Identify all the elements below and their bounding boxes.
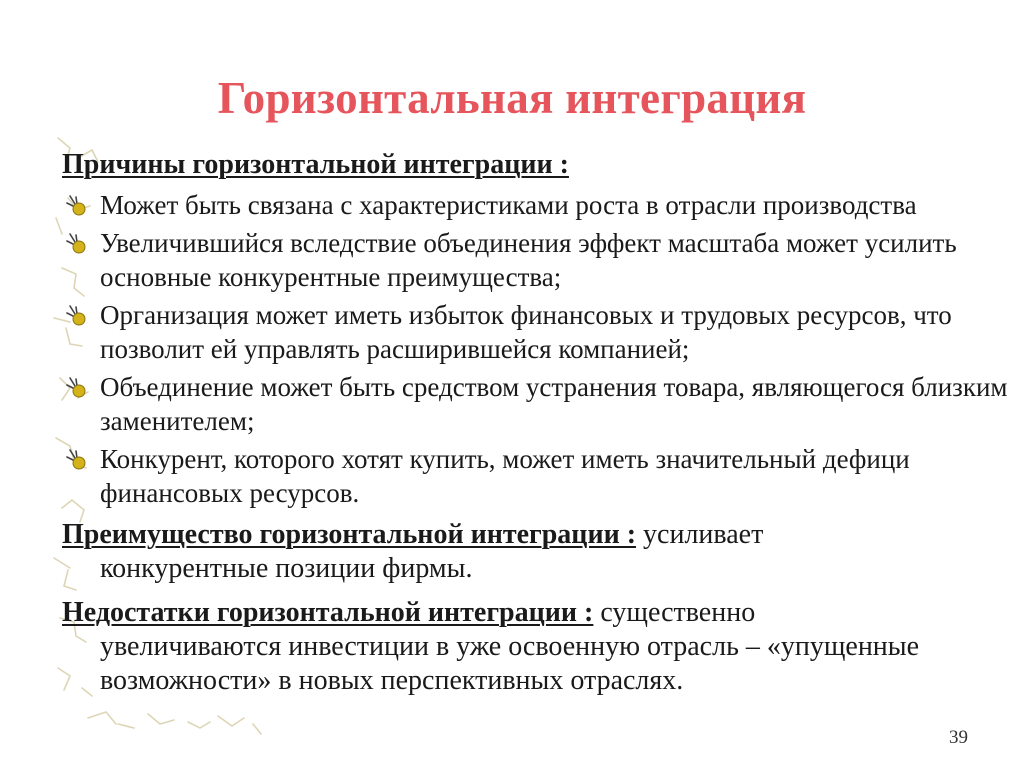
- reason-text: Конкурент, которого хотят купить, может иметь значительный дефици финансовых ресурсов.: [100, 444, 910, 508]
- reason-text: Объединение может быть средством устранения товара, являющегося близким заменителем;: [100, 372, 1008, 436]
- reasons-list: [62, 188, 1012, 510]
- page-number: 39: [949, 727, 968, 748]
- slide-content: [62, 148, 1012, 698]
- slide-title: Горизонтальная интеграция: [217, 73, 807, 123]
- reason-text: Организация может иметь избыток финансовых и трудовых ресурсов, что позволит ей управлять расширившейся компанией;: [100, 300, 952, 364]
- list-item: [62, 298, 1012, 366]
- reason-text: Может быть связана с характеристиками роста в отрасли производства: [100, 190, 917, 220]
- star-burst-icon: [64, 304, 90, 328]
- reasons-heading: Причины горизонтальной интеграции :: [62, 149, 569, 180]
- disadvantage-heading-line: [62, 596, 1012, 630]
- disadvantage-text-rest-2: возможности» в новых перспективных отраслях.: [100, 665, 684, 696]
- disadvantage-text-rest-1: увеличиваются инвестиции в уже освоенную отрасль – «упущенные: [100, 631, 920, 662]
- disadvantage-text-first: существенно: [600, 597, 756, 628]
- list-item: [62, 370, 1012, 438]
- reasons-heading-line: [62, 148, 1012, 182]
- list-item: [62, 226, 1012, 294]
- star-burst-icon: [64, 194, 90, 218]
- list-item: [62, 188, 1012, 222]
- reason-text: Увеличившийся вследствие объединения эффект масштаба может усилить основные конкурентные преимущества;: [100, 228, 957, 292]
- advantage-heading: Преимущество горизонтальной интеграции :: [62, 519, 637, 550]
- advantage-heading-line: [62, 518, 1012, 552]
- star-burst-icon: [64, 448, 90, 472]
- list-item: [62, 442, 1012, 510]
- star-burst-icon: [64, 376, 90, 400]
- advantage-text-first: усиливает: [643, 519, 764, 550]
- advantage-text-rest: конкурентные позиции фирмы.: [100, 553, 473, 584]
- disadvantage-heading: Недостатки горизонтальной интеграции :: [62, 597, 594, 628]
- star-burst-icon: [64, 232, 90, 256]
